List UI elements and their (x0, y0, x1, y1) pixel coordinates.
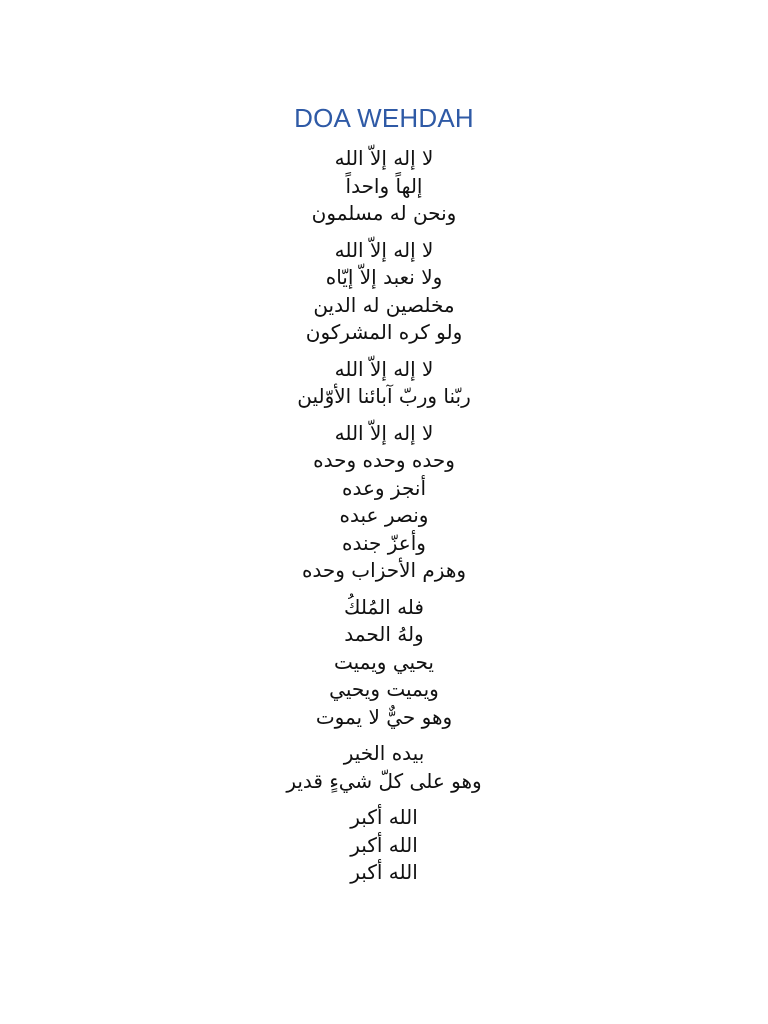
text-line: الله أكبر (350, 805, 418, 829)
text-line: إلهاً واحداً (345, 173, 423, 198)
stanza-5 (0, 594, 768, 732)
text-line: وحده وحده وحده (313, 448, 455, 472)
text-line: الله أكبر (350, 860, 418, 884)
stanza-2 (0, 237, 768, 347)
text-line: ونصر عبده (339, 503, 429, 527)
text-line: الله أكبر (350, 832, 418, 857)
stanza-4 (0, 420, 768, 585)
text-line: وهزم الأحزاب وحده (301, 558, 467, 582)
text-line: وهو حيٌّ لا يموت (315, 704, 453, 729)
text-line: ويميت ويحيي (329, 677, 439, 701)
stanza-7 (0, 804, 768, 887)
text-line: مخلصين له الدين (313, 292, 455, 317)
stanza-3 (0, 356, 768, 411)
text-line: لا إله إلاّ الله (334, 420, 434, 445)
text-line: ولو كره المشركون (305, 320, 463, 344)
text-line: ونحن له مسلمون (311, 201, 457, 225)
text-line: فله المُلكُ (344, 594, 424, 619)
text-line: يحيي ويميت (334, 649, 434, 674)
stanza-6 (0, 740, 768, 795)
text-line: وهو على كلّ شيءٍ قدير (286, 768, 482, 793)
text-line: أنجز وعده (342, 475, 426, 500)
text-line: ربّنا وربّ آبائنا الأوّلين (297, 384, 471, 408)
text-line: بيده الخير (343, 741, 425, 765)
text-line: لا إله إلاّ الله (334, 237, 434, 262)
text-line: لا إله إلاّ الله (334, 356, 434, 381)
text-line: ولهُ الحمد (344, 622, 424, 646)
document-title: DOA WEHDAH (294, 103, 474, 133)
text-line: لا إله إلاّ الله (334, 146, 434, 170)
text-line: وأعزّ جنده (342, 530, 426, 555)
stanza-1 (0, 145, 768, 228)
text-line: ولا نعبد إلاّ إيّاه (325, 265, 443, 289)
